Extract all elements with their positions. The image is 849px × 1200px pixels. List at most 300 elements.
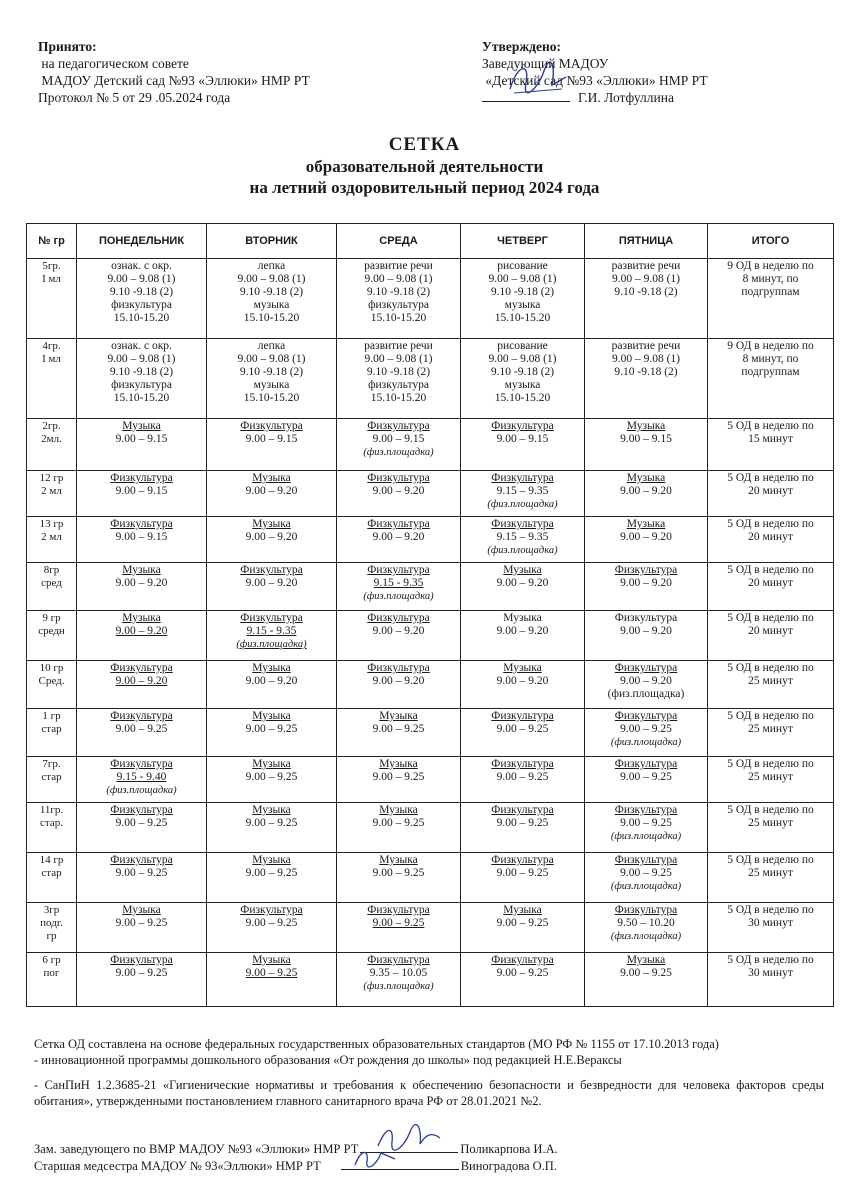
cell-text: 9.00 – 9.20: [620, 675, 672, 687]
table-header-row: [27, 224, 834, 259]
activity-name: Физкультура: [614, 854, 678, 866]
location-note: (физ.площадка): [236, 639, 307, 650]
cell-text: 9.15 – 9.35: [496, 531, 549, 543]
cell-text: 9.00 – 9.08 (1): [237, 353, 306, 365]
schedule-cell: [207, 563, 337, 611]
activity-name: Музыка: [503, 662, 542, 674]
schedule-cell: [461, 611, 585, 661]
cell-text: 20 минут: [748, 577, 793, 589]
approved-line-2: «Детский сад №93 «Эллюки» НМР РТ: [485, 73, 708, 88]
location-note: (физ.площадка): [487, 499, 558, 510]
activity-name: Физкультура: [110, 518, 173, 530]
activity-name: Физкультура: [491, 420, 554, 432]
group-cell: [27, 471, 77, 517]
cell-text: 9.00 – 9.20: [372, 625, 425, 637]
location-note: (физ.площадка): [363, 981, 434, 992]
cell-text: 9.15 - 9.40: [116, 771, 167, 783]
group-cell: [27, 709, 77, 757]
location-note: (физ.площадка): [487, 545, 558, 556]
cell-text: музыка: [504, 379, 541, 391]
group-label: 5гр.: [42, 260, 61, 272]
activity-name: рисование: [497, 260, 548, 272]
schedule-cell: [585, 757, 708, 803]
cell-text: 5 ОД в неделю по: [727, 954, 814, 966]
group-cell: [27, 757, 77, 803]
activity-name: Музыка: [252, 518, 291, 530]
location-note: (физ.площадка): [363, 447, 434, 458]
activity-name: Физкультура: [110, 804, 173, 816]
group-label: 11гр.: [39, 804, 64, 816]
activity-name: Музыка: [252, 854, 291, 866]
cell-text: 8 минут, по: [742, 273, 799, 285]
group-label: 12 гр: [39, 472, 64, 484]
column-header-2: ВТОРНИК: [207, 224, 337, 259]
table-row: [27, 709, 834, 757]
group-label: стар.: [40, 817, 63, 829]
activity-name: ознак. с окр.: [111, 340, 172, 352]
column-header-4: ЧЕТВЕРГ: [461, 224, 585, 259]
schedule-cell: [585, 803, 708, 853]
activity-name: Физкультура: [491, 472, 554, 484]
cell-text: 9.00 – 9.25: [372, 723, 425, 735]
activity-name: Физкультура: [110, 758, 173, 770]
cell-text: физкультура: [111, 299, 172, 311]
group-label: 2 мл: [41, 531, 62, 543]
group-cell: [27, 903, 77, 953]
schedule-cell: [585, 661, 708, 709]
cell-text: 5 ОД в неделю по: [727, 564, 814, 576]
location-note: (физ.площадка): [106, 785, 177, 796]
cell-text: 9.00 – 9.25: [115, 817, 168, 829]
total-cell: [708, 757, 834, 803]
schedule-cell: [77, 853, 207, 903]
activity-name: Музыка: [626, 420, 666, 432]
schedule-cell: [337, 517, 461, 563]
schedule-cell: [585, 471, 708, 517]
schedule-cell: [207, 611, 337, 661]
schedule-cell: [77, 803, 207, 853]
activity-name: развитие речи: [611, 340, 681, 352]
activity-name: Физкультура: [367, 472, 430, 484]
schedule-cell: [207, 517, 337, 563]
schedule-cell: [77, 903, 207, 953]
schedule-cell: [207, 259, 337, 339]
cell-text: физкультура: [368, 379, 429, 391]
schedule-cell: [77, 661, 207, 709]
activity-name: Физкультура: [367, 662, 430, 674]
activity-name: лепка: [257, 340, 286, 352]
cell-text: 5 ОД в неделю по: [727, 662, 814, 674]
total-cell: [708, 903, 834, 953]
group-cell: [27, 803, 77, 853]
schedule-cell: [77, 339, 207, 419]
cell-text: 9.10 -9.18 (2): [109, 286, 174, 298]
cell-text: 9.10 -9.18 (2): [109, 366, 174, 378]
approved-block: [482, 38, 708, 106]
activity-name: Физкультура: [491, 710, 554, 722]
schedule-cell: [337, 709, 461, 757]
cell-text: 9.10 -9.18 (2): [366, 286, 431, 298]
cell-text: 9.00 – 9.08 (1): [364, 273, 433, 285]
accepted-block: [38, 38, 310, 106]
cell-text: 9.00 – 9.25: [372, 867, 425, 879]
document-title: [0, 134, 849, 198]
table-row: [27, 419, 834, 471]
cell-text: 9.00 – 9.20: [372, 675, 425, 687]
group-label: I мл: [42, 273, 61, 285]
total-cell: [708, 953, 834, 1007]
activity-name: Музыка: [503, 904, 542, 916]
schedule-cell: [207, 757, 337, 803]
schedule-cell: [207, 419, 337, 471]
table-row: [27, 903, 834, 953]
schedule-cell: [461, 471, 585, 517]
activity-name: Физкультура: [614, 612, 678, 624]
group-label: 14 гр: [39, 854, 64, 866]
cell-text: 9.00 – 9.08 (1): [237, 273, 306, 285]
schedule-cell: [77, 757, 207, 803]
schedule-cell: [461, 757, 585, 803]
cell-text: 9.00 – 9.20: [496, 675, 549, 687]
schedule-cell: [77, 611, 207, 661]
schedule-cell: [337, 339, 461, 419]
group-label: 13 гр: [39, 518, 64, 530]
activity-name: Музыка: [252, 954, 291, 966]
cell-text: 15 минут: [748, 433, 793, 445]
schedule-table: [26, 223, 834, 1007]
column-header-0: № гр: [27, 224, 77, 259]
cell-text: 9.00 – 9.25: [620, 867, 672, 879]
table-row: [27, 563, 834, 611]
schedule-cell: [461, 517, 585, 563]
cell-text: 5 ОД в неделю по: [727, 472, 814, 484]
schedule-cell: [337, 803, 461, 853]
activity-name: Музыка: [122, 904, 161, 916]
nurse-signature-row: [34, 1157, 558, 1174]
cell-text: 9.00 – 9.20: [620, 485, 672, 497]
location-note: (физ.площадка): [610, 831, 682, 842]
schedule-cell: [207, 853, 337, 903]
cell-text: 9.00 – 9.20: [372, 531, 425, 543]
cell-text: 25 минут: [748, 771, 793, 783]
activity-name: Физкультура: [367, 954, 430, 966]
activity-name: развитие речи: [611, 260, 681, 272]
cell-text: 15.10-15.20: [113, 392, 170, 404]
accepted-line-3: Протокол № 5 от 29 .05.2024 года: [38, 90, 231, 105]
group-label: стар: [41, 867, 62, 879]
cell-text: физкультура: [111, 379, 172, 391]
schedule-cell: [585, 611, 708, 661]
cell-text: 15.10-15.20: [113, 312, 170, 324]
schedule-cell: [77, 709, 207, 757]
cell-text: 9.00 – 9.20: [245, 675, 298, 687]
cell-text: 9.00 – 9.25: [245, 967, 298, 979]
cell-text: 9.00 – 9.20: [115, 577, 168, 589]
schedule-cell: [337, 611, 461, 661]
cell-text: 5 ОД в неделю по: [727, 758, 814, 770]
activity-name: лепка: [257, 260, 286, 272]
schedule-cell: [77, 953, 207, 1007]
cell-text: 9.00 – 9.25: [620, 817, 672, 829]
total-cell: [708, 517, 834, 563]
schedule-cell: [461, 339, 585, 419]
cell-text: 9.10 -9.18 (2): [614, 286, 678, 298]
cell-text: 9.00 – 9.20: [245, 531, 298, 543]
total-cell: [708, 339, 834, 419]
cell-text: 9.50 – 10.20: [617, 917, 675, 929]
cell-text: 9.00 – 9.08 (1): [364, 353, 433, 365]
nurse-signature-line: [341, 1157, 459, 1170]
schedule-cell: [337, 563, 461, 611]
activity-name: развитие речи: [364, 340, 433, 352]
column-header-6: ИТОГО: [708, 224, 834, 259]
cell-text: 9.00 – 9.25: [496, 817, 549, 829]
activity-name: Физкультура: [367, 612, 430, 624]
group-label: стар: [41, 723, 62, 735]
cell-text: 9.00 – 9.25: [115, 917, 168, 929]
footer-line-2: - инновационной программы дошкольного образования «От рождения до школы» под редакцией Н.Е.Вераксы: [34, 1053, 622, 1067]
accepted-line-2: МАДОУ Детский сад №93 «Эллюки» НМР РТ: [41, 73, 310, 88]
cell-text: 9.00 – 9.15: [372, 433, 425, 445]
cell-text: 9.35 – 10.05: [369, 967, 428, 979]
schedule-cell: [337, 471, 461, 517]
activity-name: Музыка: [626, 472, 666, 484]
cell-text: 9.15 – 9.35: [496, 485, 549, 497]
schedule-cell: [585, 259, 708, 339]
schedule-cell: [77, 419, 207, 471]
schedule-cell: [337, 953, 461, 1007]
total-cell: [708, 709, 834, 757]
group-label: I мл: [42, 353, 61, 365]
total-cell: [708, 471, 834, 517]
activity-name: Музыка: [252, 758, 291, 770]
cell-text: 9.00 – 9.20: [620, 577, 672, 589]
activity-name: ознак. с окр.: [111, 260, 172, 272]
cell-text: 9.10 -9.18 (2): [490, 366, 555, 378]
activity-name: развитие речи: [364, 260, 433, 272]
activity-name: Физкультура: [614, 904, 678, 916]
cell-text: 25 минут: [748, 817, 793, 829]
group-label: средн: [38, 625, 65, 637]
approved-signature-line: [482, 89, 570, 102]
cell-text: 9 ОД в неделю по: [727, 340, 814, 352]
table-row: [27, 853, 834, 903]
group-label: 10 гр: [39, 662, 64, 674]
group-cell: [27, 419, 77, 471]
group-cell: [27, 259, 77, 339]
cell-text: 5 ОД в неделю по: [727, 420, 814, 432]
activity-name: Музыка: [503, 612, 542, 624]
footer-notes: [34, 1036, 824, 1068]
cell-text: 9.00 – 9.20: [372, 485, 425, 497]
location-note: (физ.площадка): [363, 591, 434, 602]
approved-line-3: [482, 89, 708, 106]
cell-text: 5 ОД в неделю по: [727, 804, 814, 816]
activity-name: Физкультура: [110, 710, 173, 722]
title-line-1: СЕТКА: [388, 134, 461, 155]
cell-text: 9.00 – 9.25: [496, 967, 549, 979]
accepted-title: Принято:: [38, 39, 97, 54]
cell-text: 20 минут: [748, 531, 793, 543]
cell-text: 25 минут: [748, 723, 793, 735]
schedule-cell: [461, 853, 585, 903]
cell-text: 9.00 – 9.08 (1): [611, 273, 681, 285]
cell-text: 9.00 – 9.25: [372, 771, 425, 783]
cell-text: 9.00 – 9.20: [115, 625, 168, 637]
group-label: 2гр.: [42, 420, 61, 432]
activity-name: Музыка: [379, 758, 418, 770]
cell-text: 9.00 – 9.25: [245, 817, 298, 829]
cell-text: 9.00 – 9.25: [496, 917, 549, 929]
activity-name: Музыка: [379, 804, 418, 816]
cell-text: 9.00 – 9.20: [620, 625, 672, 637]
cell-text: 20 минут: [748, 485, 793, 497]
cell-text: 9.00 – 9.25: [372, 917, 425, 929]
cell-text: 9.00 – 9.20: [115, 675, 168, 687]
schedule-cell: [461, 419, 585, 471]
group-label: сред: [41, 577, 62, 589]
schedule-cell: [461, 259, 585, 339]
activity-name: Музыка: [379, 710, 418, 722]
cell-text: 15.10-15.20: [370, 392, 427, 404]
activity-name: Физкультура: [110, 854, 173, 866]
activity-name: Музыка: [122, 564, 161, 576]
director-name: Г.И. Лотфуллина: [578, 90, 674, 105]
schedule-cell: [585, 339, 708, 419]
schedule-cell: [77, 471, 207, 517]
group-label: стар: [41, 771, 62, 783]
table-row: [27, 611, 834, 661]
activity-name: рисование: [497, 340, 548, 352]
activity-name: Физкультура: [614, 710, 678, 722]
location-note: (физ.площадка): [610, 881, 682, 892]
group-cell: [27, 563, 77, 611]
total-cell: [708, 611, 834, 661]
director-signature: [504, 59, 574, 99]
table-row: [27, 517, 834, 563]
schedule-cell: [585, 563, 708, 611]
total-cell: [708, 853, 834, 903]
activity-name: Физкультура: [491, 804, 554, 816]
activity-name: Музыка: [626, 518, 666, 530]
cell-text: 9.00 – 9.20: [620, 531, 672, 543]
table-row: [27, 803, 834, 853]
group-label: 1 гр: [42, 710, 61, 722]
schedule-cell: [337, 661, 461, 709]
deputy-role: Зам. заведующего по ВМР МАДОУ №93 «Эллюки» НМР РТ: [34, 1142, 359, 1156]
cell-text: 15.10-15.20: [494, 312, 551, 324]
total-cell: [708, 259, 834, 339]
group-cell: [27, 661, 77, 709]
activity-name: Физкультура: [367, 564, 430, 576]
total-cell: [708, 803, 834, 853]
schedule-cell: [207, 953, 337, 1007]
schedule-cell: [585, 853, 708, 903]
cell-text: 5 ОД в неделю по: [727, 904, 814, 916]
activity-name: Физкультура: [367, 420, 430, 432]
cell-text: 9.15 - 9.35: [373, 577, 424, 589]
schedule-cell: [585, 953, 708, 1007]
column-header-5: ПЯТНИЦА: [585, 224, 708, 259]
schedule-cell: [337, 903, 461, 953]
location-note: (физ.площадка): [610, 737, 682, 748]
activity-name: Физкультура: [614, 564, 678, 576]
cell-text: подгруппам: [741, 366, 800, 378]
activity-name: Физкультура: [614, 804, 678, 816]
cell-text: музыка: [504, 299, 541, 311]
title-line-3: на летний оздоровительный период 2024 года: [249, 178, 600, 197]
cell-text: 9.00 – 9.25: [245, 771, 298, 783]
cell-text: 9.00 – 9.15: [620, 433, 672, 445]
cell-text: 9.00 – 9.20: [245, 485, 298, 497]
total-cell: [708, 419, 834, 471]
title-line-2: образовательной деятельности: [305, 157, 544, 176]
group-label: 2 мл: [41, 485, 62, 497]
activity-name: Музыка: [626, 954, 666, 966]
cell-text: 9.00 – 9.08 (1): [107, 353, 176, 365]
table-row: [27, 259, 834, 339]
activity-name: Физкультура: [367, 904, 430, 916]
group-cell: [27, 853, 77, 903]
schedule-cell: [585, 709, 708, 757]
footer-line-1: Сетка ОД составлена на основе федеральных государственных образовательных стандартов (МО РФ № 1155 от 17.10.2013 года): [34, 1037, 719, 1051]
schedule-cell: [77, 259, 207, 339]
column-header-3: СРЕДА: [337, 224, 461, 259]
cell-text: 9.00 – 9.15: [496, 433, 549, 445]
group-label: 3гр: [43, 904, 60, 916]
activity-name: Музыка: [122, 420, 161, 432]
nurse-signature: [351, 1145, 401, 1171]
table-row: [27, 339, 834, 419]
cell-text: 9 ОД в неделю по: [727, 260, 814, 272]
accepted-line-1: на педагогическом совете: [41, 56, 189, 71]
schedule-cell: [461, 803, 585, 853]
cell-text: 5 ОД в неделю по: [727, 612, 814, 624]
group-label: 2мл.: [41, 433, 62, 445]
approved-line-1: Заведующий МАДОУ: [482, 56, 609, 71]
schedule-cell: [77, 517, 207, 563]
cell-text: 9.10 -9.18 (2): [614, 366, 678, 378]
cell-text: 9.10 -9.18 (2): [490, 286, 555, 298]
cell-text: 9.00 – 9.25: [245, 867, 298, 879]
cell-text: 9.00 – 9.15: [115, 531, 168, 543]
cell-text: 9.00 – 9.15: [115, 485, 168, 497]
signatures-block: [34, 1140, 558, 1174]
activity-name: Физкультура: [491, 854, 554, 866]
schedule-cell: [77, 563, 207, 611]
activity-name: Физкультура: [110, 662, 173, 674]
activity-name: Музыка: [503, 564, 542, 576]
activity-name: Музыка: [252, 804, 291, 816]
cell-text: 9.00 – 9.20: [496, 625, 549, 637]
cell-text: 15.10-15.20: [243, 392, 300, 404]
activity-name: Физкультура: [367, 518, 430, 530]
cell-text: 9.00 – 9.25: [620, 723, 672, 735]
cell-text: 30 минут: [748, 917, 793, 929]
schedule-cell: [461, 709, 585, 757]
activity-name: Физкультура: [240, 612, 303, 624]
table-body: [27, 259, 834, 1007]
activity-name: Физкультура: [491, 518, 554, 530]
activity-name: Физкультура: [240, 904, 303, 916]
group-label: пог: [43, 967, 60, 979]
cell-text: 9.00 – 9.08 (1): [488, 273, 557, 285]
activity-name: Физкультура: [240, 564, 303, 576]
nurse-role: Старшая медсестра МАДОУ № 93«Эллюки» НМР РТ: [34, 1159, 321, 1173]
activity-name: Физкультура: [614, 758, 678, 770]
schedule-cell: [461, 903, 585, 953]
schedule-cell: [207, 709, 337, 757]
